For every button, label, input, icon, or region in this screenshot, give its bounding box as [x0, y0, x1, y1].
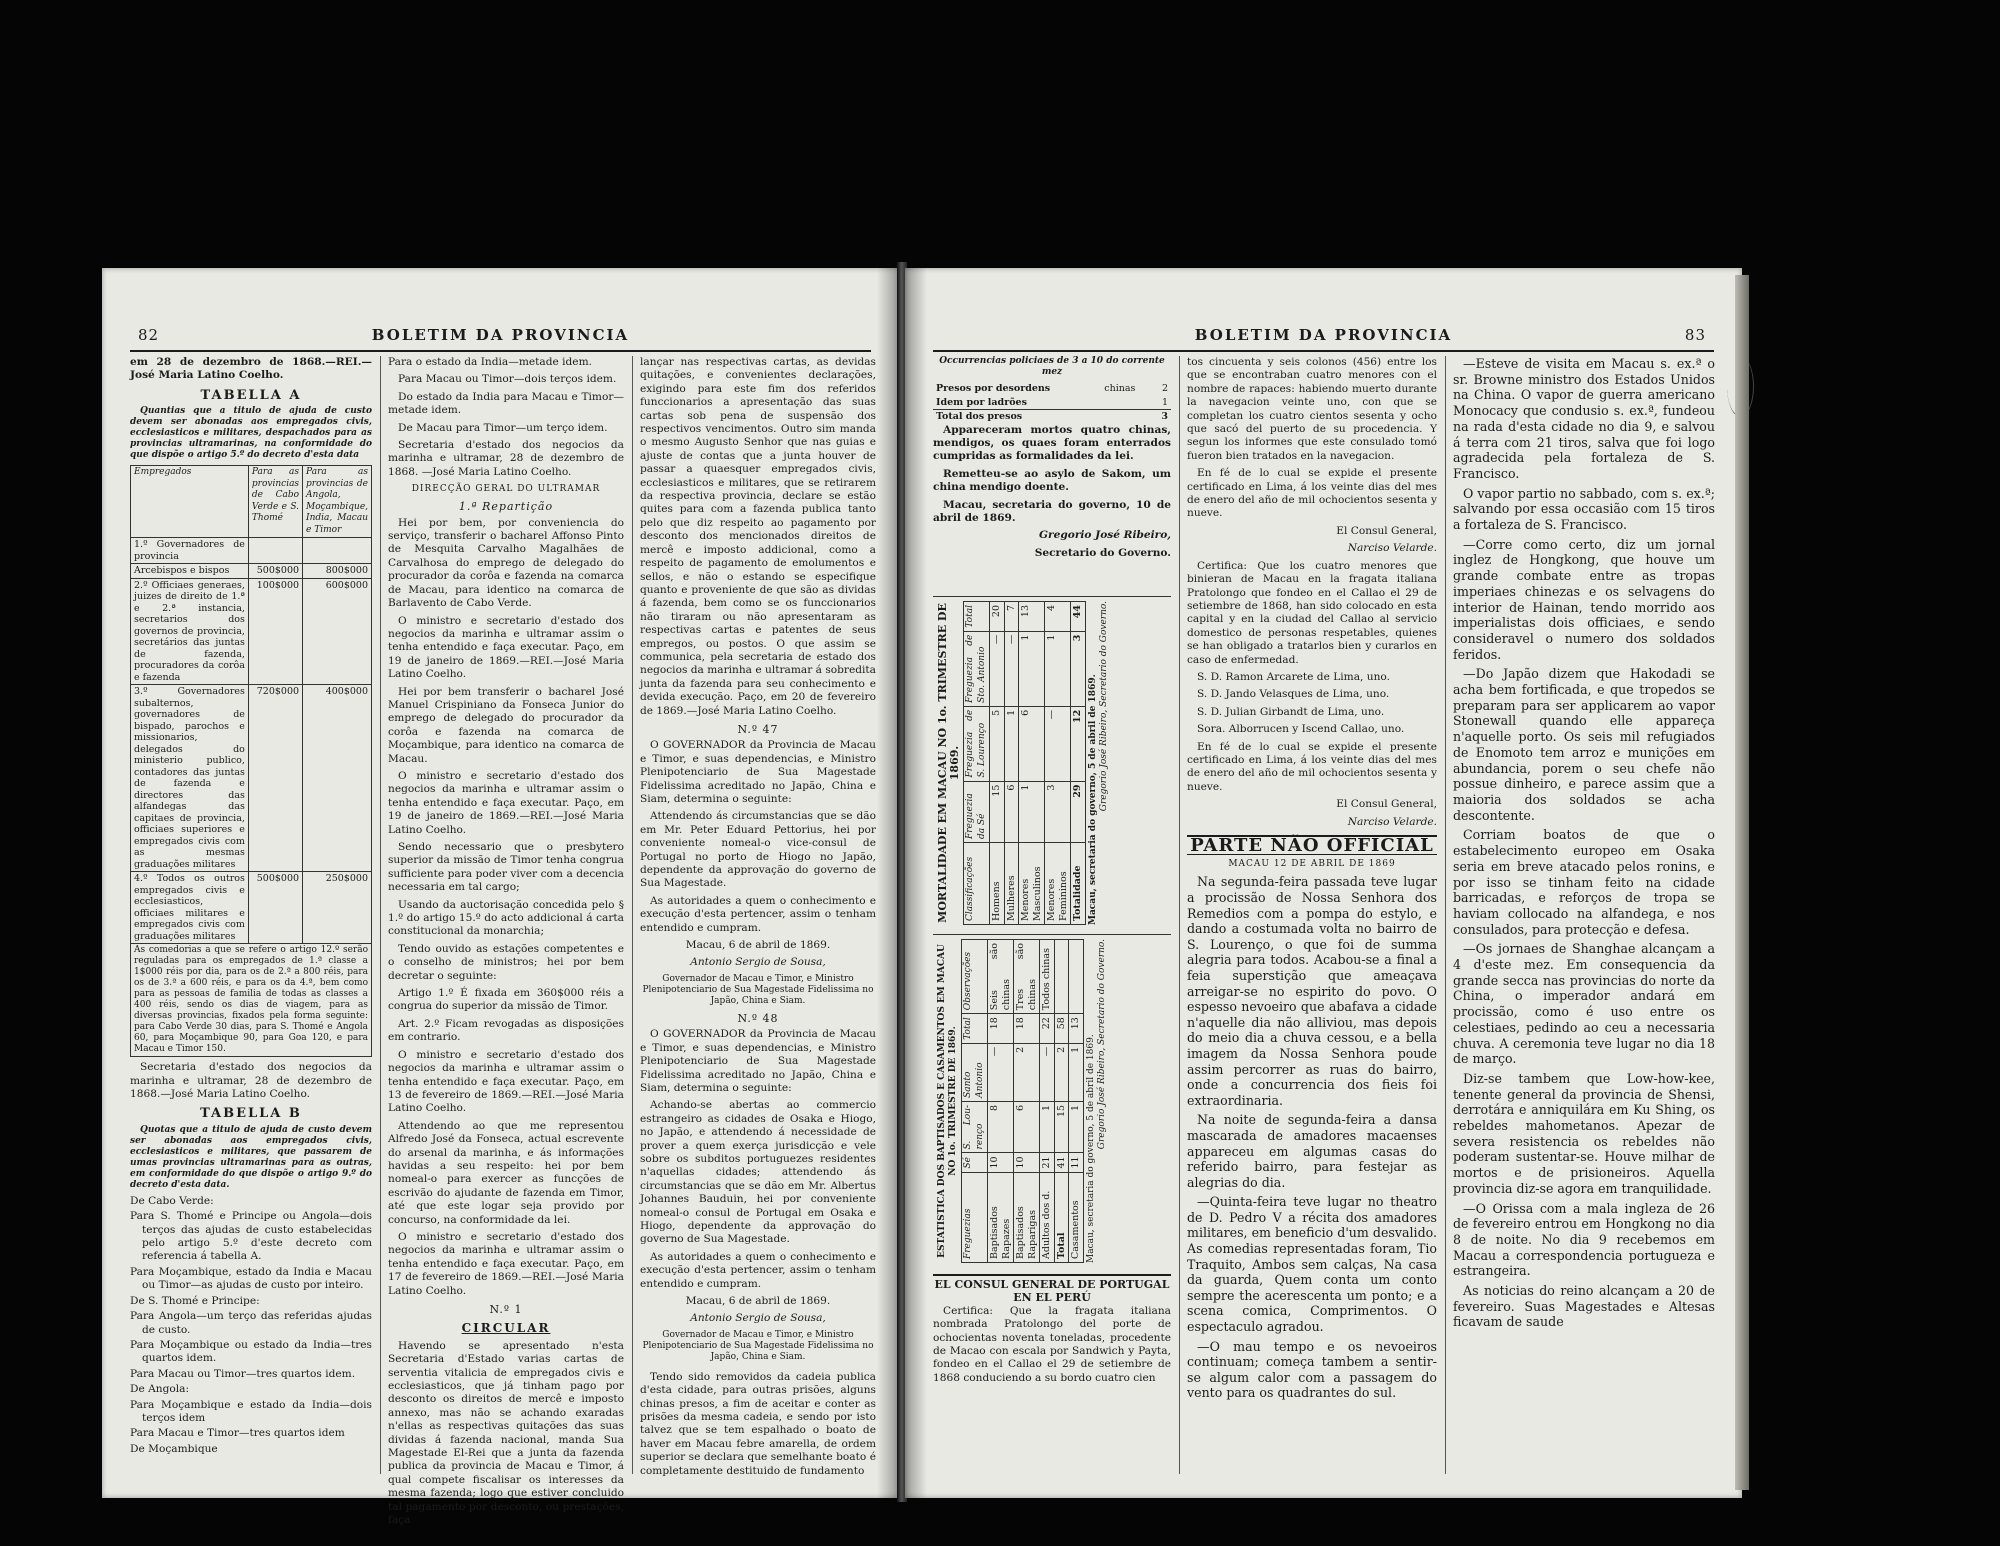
- table-header: Para as provincias de Angola, Moçambique, India, Macau e Timor: [303, 466, 372, 538]
- table-row: [1054, 940, 1069, 1263]
- table-cell: Mulheres: [1004, 842, 1019, 924]
- table-cell: 22: [1040, 1014, 1055, 1044]
- table-cell: Menores Femininos: [1045, 842, 1071, 924]
- column-divider: [632, 356, 633, 1474]
- left-page: [102, 268, 899, 1527]
- paragraph: Para o estado da India—metade idem.: [388, 356, 592, 368]
- table-cell: Total: [1054, 1172, 1069, 1262]
- paragraph: Do estado da India para Macau e Timor—metade idem.: [388, 390, 624, 417]
- table-cell: [1069, 940, 1084, 1014]
- table-header: Classificações: [964, 842, 990, 924]
- table-header: Freguezia da Sé: [964, 781, 990, 842]
- table-cell: 3: [1071, 631, 1086, 706]
- column-1: [130, 356, 372, 1476]
- signature-title: Secretario do Governo.: [1034, 546, 1171, 559]
- table-row: [131, 685, 372, 872]
- signature-name: Antonio Sergio de Sousa,: [690, 956, 826, 969]
- table-cell: 1: [1019, 631, 1045, 706]
- page-number: 82: [138, 326, 160, 344]
- table-cell: 2: [1054, 1043, 1069, 1101]
- header-rule: [933, 350, 1714, 352]
- baptisms-table: [961, 939, 1084, 1263]
- list-item: Para Moçambique e estado da India—dois terços idem: [130, 1398, 372, 1424]
- table-cell: 10: [1014, 1153, 1040, 1172]
- table-cell: [303, 538, 372, 564]
- section-heading: DIRECÇÃO GERAL DO ULTRAMAR: [411, 484, 601, 495]
- table-cell: 250$000: [303, 872, 372, 944]
- table-row: [933, 382, 1171, 396]
- mortality-rotated: [937, 601, 1110, 925]
- table-cell: 7: [1004, 602, 1019, 632]
- header-rule: [130, 350, 871, 352]
- page-title: BOLETIM DA PROVINCIA: [1194, 326, 1453, 344]
- paragraph: O GOVERNADOR da Provincia de Macau e Timor, e suas dependencias, e Ministro Plenipotenciario de Sua Magestade Fidelissima acreditado no Japão, China e Siam, determina o seguinte:: [640, 1028, 876, 1094]
- paragraph: Havendo se apresentado n'esta Secretaria d'Estado varias cartas de serventia vitalicia de empregados civis e ecclesiasticos, que já tinham pago por desconto os direitos de mercê e imposto annexo, mas não se achando exaradas n'ellas as respectivas quitações das suas dividas á fazenda nacional, manda Sua Magestade El-Rei que a junta da fazenda publica da provincia de Macau e Timor, á qual compete fiscalisar os interesses da mesma fazenda; logo que estiver concluido tal pagamento por desconto, ou prestações, faça: [388, 1339, 624, 1527]
- table-cell: 1: [1069, 1101, 1084, 1153]
- table-cell: 1: [1040, 1101, 1055, 1153]
- list-item: De Cabo Verde:: [130, 1194, 214, 1207]
- table-row: [1045, 602, 1071, 925]
- mortality-table: [963, 601, 1086, 925]
- news-paragraph: —Do Japão dizem que Hakodadi se acha bem fortificada, e que tropedos se preparam para ser applicarem ao vapor Stonewall quando elle appareça n'aquelle porto. Os seis mil refugiados de Enomoto tem arroz e munições em abundancia, porem o seu chefe não possue dinheiro, e parece assim que a maioria dos soldados se acha descontente.: [1453, 666, 1715, 823]
- table-header: Para as provincias de Cabo Verde e S. Thomé: [248, 466, 302, 538]
- table-cell: 18: [988, 1014, 1014, 1044]
- table-row: [1004, 602, 1019, 925]
- table-cell: [1054, 940, 1069, 1014]
- list-item: Para Moçambique ou estado da India—tres quartos idem.: [130, 1338, 372, 1365]
- mortality-signature: Gregorio José Ribeiro, Secretario do Governo.: [1098, 601, 1109, 812]
- mortality-footer: Macau, secretaria do governo, 5 de abril de 1869.: [1087, 674, 1098, 925]
- table-cell: 29: [1071, 781, 1086, 842]
- table-cell: 13: [1019, 602, 1045, 632]
- baptisms-signature: Gregorio José Ribeiro, Secretario do Governo.: [1096, 939, 1107, 1150]
- date-line: Macau, 6 de abril de 1869.: [685, 1295, 831, 1307]
- paragraph: O ministro e secretario d'estado dos negocios da marinha e ultramar assim o tenha entendido e faça executar. Paço, em 19 de janeiro de 1869.—REI.—José Maria Latino Coelho.: [388, 614, 624, 681]
- table-cell: 1: [1161, 396, 1168, 408]
- table-cell: Adultos dos d.: [1040, 1172, 1055, 1262]
- paragraph: O ministro e secretario d'estado dos negocios da marinha e ultramar assim o tenha entendido e faça executar. Paço, em 13 de fevereiro de 1869.—REI.—José Maria Latino Coelho.: [388, 1048, 624, 1115]
- table-cell: Total dos presos: [933, 410, 1153, 424]
- tabella-b-caption: Quotas que a titulo de ajuda de custo devem ser abonadas aos empregados civis, ecclesiasticos e militares, que passarem de umas provincias ultramarinas para as outras, em conformidade do que dispõe o artigo 9.º do decreto d'esta data.: [130, 1124, 372, 1190]
- table-cell: 800$000: [303, 564, 372, 579]
- table-cell: 6: [1014, 1101, 1040, 1153]
- table-cell: 600$000: [303, 578, 372, 685]
- date-line: Macau, 6 de abril de 1869.: [685, 939, 831, 952]
- table-cell: 1: [1004, 706, 1019, 781]
- list-item: Para Macau ou Timor—tres quartos idem.: [130, 1367, 356, 1380]
- paragraph: O GOVERNADOR da Provincia de Macau e Timor, e suas dependencias, e Ministro Plenipotenciario de Sua Magestade Fidelissima acreditado no Japão, China e Siam, determina o seguinte:: [640, 739, 876, 805]
- table-row: [1019, 602, 1045, 925]
- list-item: Sora. Alborrucen y Iscend Callao, uno.: [1197, 723, 1405, 736]
- table-cell: 15: [990, 781, 1005, 842]
- table-cell: —: [1045, 706, 1071, 781]
- mortality-title: MORTALIDADE EM MACAU NO 1o. TRIMESTRE DE 1869.: [936, 603, 961, 923]
- column-3: [640, 356, 876, 1476]
- page-title: BOLETIM DA PROVINCIA: [371, 326, 630, 344]
- signature-title: Governador de Macau e Timor, e Ministro Plenipotenciario de Sua Magestade Fidelissima no Japão, China e Siam.: [642, 1329, 874, 1362]
- table-row: [1069, 940, 1084, 1263]
- table-cell: 15: [1054, 1101, 1069, 1153]
- table-cell: 8: [988, 1101, 1014, 1153]
- table-row: [131, 564, 372, 579]
- paragraph: Attendendo ao que me representou Alfredo José da Fonseca, actual escrevente do arsenal da marinha, e ás informações havidas a seu respeito: hei por bem nomeal-o para exercer as funcções de escrivão do ajudante de fazenda em Timor, até que este logar seja provido por concurso, na conformidade da lei.: [388, 1119, 624, 1226]
- news-paragraph: Corriam boatos de que o estabelecimento europeo em Osaka seria em breve atacado pelos ronins, e por isso se tinham feito na cidade barricadas, e reforços de tropa se haviam collocado na alfandega, e nos consulados, para protecção e defesa.: [1453, 827, 1715, 937]
- paragraph: En fé de lo cual se expide el presente certificado en Lima, á los veinte dias del mes de enero del año de mil ochocientos sesenta y nueve.: [1187, 740, 1437, 793]
- table-row: [988, 940, 1014, 1263]
- list-item: Para Moçambique, estado da India e Macau ou Timor—as ajudas de custo por inteiro.: [130, 1265, 372, 1292]
- document-number: N.º 47: [737, 722, 779, 736]
- paragraph: Appareceram mortos quatro chinas, mendigos, os quaes foram enterrados cumpridas as formalidades da lei.: [933, 423, 1171, 463]
- table-row: [131, 944, 372, 1057]
- occurrences-title: Occurrencias policiaes de 3 a 10 do corrente mez: [939, 356, 1165, 377]
- table-cell: 4.º Todos os outros empregados civis e ecclesiasticos, officiaes militares e empregados civis com graduações militares: [131, 872, 249, 944]
- table-cell: [248, 538, 302, 564]
- table-row: [933, 410, 1171, 424]
- paragraph: tos cincuenta y seis colonos (456) entre los que se encontraban cuatro menores con el nombre de rapaces: habiendo muerto durante la navegacion veinte uno, con que se completan los cuatro cientos sesenta y ocho que sacó del puerto de su procedencia. Y segun los informes que este consulado tomó fueron bien tratados en la navegacion.: [1187, 356, 1437, 462]
- table-cell: Casamentos: [1069, 1172, 1084, 1262]
- tabella-a-title: TABELLA A: [200, 387, 302, 403]
- news-paragraph: Na segunda-feira passada teve lugar a procissão de Nossa Senhora dos Remedios com a pompa do estylo, e dando a costumada volta no bairro de S. Lourenço, o que foi de summa alegria para todos. Acabou-se a final a feia superstição que ameaçava arreigar-se no espirito do povo. O espesso nevoeiro que abafava a cidade n'aquelle dia não alliviou, mas depois do meio dia a chuva cessou, e a bella imagem da Nossa Senhora poude assim percorrer as ruas do bairro, onde a concurrencia dos fieis foi extraordinaria.: [1187, 874, 1437, 1108]
- circular-heading: CIRCULAR: [461, 1321, 551, 1336]
- page-header: [941, 326, 1706, 350]
- table-row: [131, 538, 372, 564]
- list-item: Para Macau e Timor—tres quartos idem: [130, 1427, 345, 1440]
- table-header: Freguezia de Sto. Antonio: [964, 631, 990, 706]
- table-cell: 1: [1069, 1043, 1084, 1101]
- column-divider: [380, 356, 381, 1474]
- table-cell: 400$000: [303, 685, 372, 872]
- table-header: Total: [962, 1014, 988, 1044]
- table-cell: Tres são chinas: [1014, 940, 1040, 1014]
- table-header: Sé: [962, 1153, 988, 1172]
- paragraph: Artigo 1.º É fixada em 360$000 réis a congrua do superior da missão de Timor.: [388, 987, 624, 1013]
- news-paragraph: —Quinta-feira teve lugar no theatro de D. Pedro V a récita dos amadores militares, em beneficio d'um desvalido. As comedias representadas foram, Tio Traquito, Ambos sem calças, Na casa da guarda, Quem conta um conto sempre the acerescenta um ponto; e a scena comica, Comprimentos. O espectaculo agradou.: [1187, 1194, 1437, 1335]
- paragraph: As autoridades a quem o conhecimento e execução d'esta pertencer, assim o tenham entendido e cumpram.: [640, 1250, 876, 1290]
- signature-name: Narciso Velarde.: [1347, 542, 1437, 555]
- paragraph: Achando-se abertas ao commercio estrangeiro as cidades de Osaka e Hiogo, no Japão, e attendendo á necessidade de prover a quem exerça jurisdicção e vele sobre os subditos portuguezes residentes n'aquellas cidades; attendendo ás circumstancias que se dão em Mr. Albertus Johannes Bauduin, hei por conveniente nomeal-o consul de Portugal em Osaka e Hiogo, dependente da approvação do governo de Sua Magestade.: [640, 1099, 876, 1246]
- table-cell: 41: [1054, 1153, 1069, 1172]
- news-paragraph: —Os jornaes de Shanghae alcançam a 4 d'este mez. Em consequencia da grande secca nas provincias do norte da China, o imperador andará em procissão, como é uso entre os celestiaes, pedindo ao ceu a necessaria chuva. A ceremonia teve lugar no dia 18 de março.: [1453, 941, 1715, 1067]
- table-cell: 5: [990, 706, 1005, 781]
- signature-title: El Consul General,: [1336, 524, 1437, 537]
- paragraph: lançar nas respectivas cartas, as devidas quitações, e convenientes declarações, exigindo para este fim dos referidos funccionarios a apresentação das suas cartas sob pena de suspensão dos respectivos vencimentos. Outro sim manda o mesmo Augusto Senhor que nas guias e ajuste de contas que a junta houver de passar a quaesquer empregados civis, ecclesiasticos e militares, que se retirarem da respectiva provincia, declare se estão quites para com a fazenda publica tanto pelo que diz respeito ao pagamento por desconto dos mencionados direitos de mercê e imposto addicional, como a respeito de pagamento de emolumentos e sellos, e não o estando se especifique quanto e proveniente de que são as dividas á fazenda, bem como se os funccionarios não tiraram ou não apresentaram as respectivas cartas e patentes de seus empregos, ou postos. O que assim se communica, pela secretaria de estado dos negocios da marinha e ultramar á sobredita junta da fazenda para seu conhecimento e devida execução. Paço, em 20 de fevereiro de 1869.—José Maria Latino Coelho.: [640, 356, 876, 717]
- table-header: Freguezias: [962, 1172, 988, 1262]
- column-1: [933, 356, 1171, 1476]
- paragraph: Certifica: Que la fragata italiana nombrada Pratolongo del porte de ochocientas noventa toneladas, procedente de Macao con escala por Sandwich y Payta, fondeo en el Callao el 29 de setiembre de 1868 conduciendo a su bordo cuatro cien: [933, 1304, 1171, 1384]
- signature-title: Governador de Macau e Timor, e Ministro Plenipotenciario de Sua Magestade Fidelissima no Japão, China e Siam.: [642, 973, 874, 1006]
- table-cell: 2.º Officiaes generaes, juizes de direito de 1.ª e 2.ª instancia, secretarios dos governos de provincia, secretários das juntas de fazenda, procuradores da corôa e fazenda: [131, 578, 249, 685]
- column-divider: [1179, 356, 1180, 1474]
- news-paragraph: O vapor partio no sabbado, com s. ex.ª; salvando por essa occasião com 15 tiros a fortaleza de S. Francisco.: [1453, 485, 1715, 533]
- table-cell: 13: [1069, 1014, 1084, 1044]
- news-paragraph: —Esteve de visita em Macau s. ex.ª o sr. Browne ministro dos Estados Unidos na China. O vapor de guerra americano Monocacy que condusio s. ex.ª, fundeou na rada d'esta cidade no dia 9, e salvou á terra com 21 tiros, salva que foi logo agradecida pela fortaleza de S. Francisco.: [1453, 356, 1715, 481]
- tabella-a-table: [130, 465, 372, 1057]
- paragraph: Certifica: Que los cuatro menores que binieran de Macau en la fragata italiana Pratolongo que fondeo en el Callao el 29 de setiembre de 1868, han sido colocado en esta capital y en la ciudad del Callao al servicio domestico de personas respetables, quienes se han obligado a tratarlos bien y curarlos en caso de enfermedad.: [1187, 559, 1437, 666]
- paragraph: Tendo ouvido as estações competentes e o conselho de ministros; hei por bem decretar o seguinte:: [388, 942, 624, 982]
- table-cell: Arcebispos e bispos: [131, 564, 249, 579]
- table-cell: —: [1004, 631, 1019, 706]
- baptisms-title: ESTATISTICA DOS BAPTISADOS E CASAMENTOS EM MACAU NO 1o. TRIMESTRE DE 1869.: [937, 944, 958, 1258]
- paragraph: En fé de lo cual se expide el presente certificado en Lima, á los veinte dias del mes de enero del año de mil ochocientos sesenta y nueve.: [1187, 467, 1437, 520]
- signature-name: Antonio Sergio de Sousa,: [690, 1312, 826, 1325]
- table-row: [131, 872, 372, 944]
- table-cell: Presos por desordens: [936, 383, 1051, 394]
- table-cell: Baptisados Rapazes: [988, 1172, 1014, 1262]
- document-number: N.º 48: [737, 1011, 779, 1025]
- news-paragraph: —O Orissa com a mala ingleza de 26 de fevereiro entrou em Hongkong no dia 8 de noite. No dia 9 recebemos em Macau a correspondencia portugueza e estrangeira.: [1453, 1200, 1715, 1279]
- paragraph: O ministro e secretario d'estado dos negocios da marinha e ultramar assim o tenha entendido e faça executar. Paço, em 19 de janeiro de 1869.—REI.—José Maria Latino Coelho.: [388, 769, 624, 836]
- date-line: Macau, secretaria do governo, 10 de abril de 1869.: [933, 498, 1171, 524]
- table-cell: —: [990, 631, 1005, 706]
- table-header: Empregados: [131, 466, 249, 538]
- table-cell: 44: [1071, 602, 1086, 632]
- baptisms-rotated: [937, 939, 1108, 1263]
- table-cell: 3: [1153, 410, 1171, 424]
- table-cell: 4: [1045, 602, 1071, 632]
- news-paragraph: —Corre como certo, diz um jornal inglez de Hongkong, que houve um grande combate entre as tropas imperiaes chinezas e os selvagens do interior de Hainan, tendo morrido aos imperialistas dois officiaes, e sendo consideravel o numero dos soldados feridos.: [1453, 536, 1715, 662]
- paragraph: Tendo sido removidos da cadeia publica d'esta cidade, para outras prisões, alguns chinas presos, a fim de aceitar e conter as prisões da mesma cadeia, e sendo por isto talvez que se tem espalhado o boato de haver em Macau febre amarella, de ordem superior se declara que semelhante boato é completamente destituido de fundamento: [640, 1370, 876, 1477]
- list-item: De S. Thomé e Principe:: [130, 1294, 260, 1307]
- signature-name: Narciso Velarde.: [1347, 815, 1437, 828]
- column-divider: [1445, 356, 1446, 1474]
- table-cell: 1: [1019, 781, 1045, 842]
- table-cell: chinas: [1104, 383, 1136, 394]
- paragraph: Remetteu-se ao asylo de Sakom, um china mendigo doente.: [933, 467, 1171, 494]
- table-cell: 1.º Governadores de provincia: [131, 538, 249, 564]
- table-cell: 720$000: [248, 685, 302, 872]
- table-cell: 12: [1071, 706, 1086, 781]
- table-cell: —: [1040, 1043, 1055, 1101]
- page-edge: [1735, 275, 1749, 1490]
- table-cell: Baptisados Raparigas: [1014, 1172, 1040, 1262]
- table-cell: 18: [1014, 1014, 1040, 1044]
- table-cell: —: [988, 1043, 1014, 1101]
- table-cell: 6: [1019, 706, 1045, 781]
- table-note: As comedorias a que se refere o artigo 12.º serão reguladas para os empregados de 1.ª classe a 1$000 réis por dia, para os de 2.ª a 800 réis, para os de 3.ª a 600 réis, e para os da 4.ª, bem como para as pessoas de familia de todas as classes a 400 réis, sendo os dias de viagem, para as diversas provincias, fixados pela forma seguinte: para Cabo Verde 30 dias, para S. Thomé e Angola 60, para Moçambique 90, para Goa 120, e para Macau e Timor 150.: [131, 944, 372, 1057]
- column-2: [388, 356, 624, 1527]
- tabella-b-title: TABELLA B: [200, 1106, 302, 1122]
- news-paragraph: As noticias do reino alcançam a 20 de fevereiro. Suas Magestades e Altesas ficavam de saude: [1453, 1283, 1715, 1330]
- list-item: De Angola:: [130, 1383, 190, 1396]
- list-item: Para Angola—um terço das referidas ajudas de custo.: [130, 1310, 372, 1336]
- table-cell: 6: [1004, 781, 1019, 842]
- table-cell: Homens: [990, 842, 1005, 924]
- tabella-a-caption: Quantias que a titulo de ajuda de custo devem ser abonadas aos empregados civis, ecclesiasticos e militares, despachados para as provincias ultramarinas, na conformidade do que dispõe o artigo 5.º do decreto d'esta data: [130, 406, 372, 461]
- table-cell: 20: [990, 602, 1005, 632]
- paragraph: Usando da auctorisação concedida pelo § 1.º do artigo 15.º do acto addicional á carta constitucional da monarchia;: [388, 898, 624, 938]
- table-header: Total: [964, 602, 990, 632]
- signature-name: Gregorio José Ribeiro,: [1038, 529, 1171, 542]
- table-header: Observações: [962, 940, 988, 1014]
- table-cell: 10: [988, 1153, 1014, 1172]
- table-row: [1071, 602, 1086, 925]
- list-item: De Moçambique: [130, 1442, 218, 1455]
- column-3: [1453, 356, 1715, 1476]
- section-title: PARTE NÃO OFFICIAL: [1187, 835, 1437, 855]
- mortality-table-block: [933, 596, 1171, 927]
- table-header: S. Lou- renço: [962, 1101, 988, 1153]
- table-row: [131, 578, 372, 685]
- news-paragraph: Na noite de segunda-feira a dansa mascarada de amadores macaenses appareceu em algumas casas do referido bairro, para festejar as alegrias do dia.: [1187, 1112, 1437, 1190]
- news-paragraph: Diz-se tambem que Low-how-kee, tenente general da provincia de Shensi, derrotára e anniquilára em Ku Shing, os rebeldes mahometanos. Apezar de severa resistencia os rebeldes não poderam sustentar-se. Houve milhar de mortos e de prisioneiros. Aquella provincia diz-se agora em tranquilidade.: [1453, 1070, 1715, 1196]
- occurrences-table: [933, 382, 1171, 424]
- table-row: [990, 602, 1005, 925]
- table-cell: 2: [1161, 383, 1168, 394]
- section-subheading: 1.ª Repartição: [458, 500, 554, 514]
- table-row: [933, 396, 1171, 410]
- paragraph: Para Macau ou Timor—dois terços idem.: [398, 373, 617, 386]
- table-cell: 500$000: [248, 872, 302, 944]
- list-item: S. D. Jando Velasques de Lima, uno.: [1197, 688, 1390, 701]
- document-number: N.º 1: [489, 1303, 523, 1316]
- paragraph: Hei por bem, por conveniencia do serviço, transferir o bacharel Affonso Pinto de Mesquita Carvalho Magalhães de Carvalhosa do emprego de delegado do procurador da corôa e fazenda na comarca de Macau, para identico na comarca de Barlavento de Cabo Verde.: [388, 516, 624, 610]
- right-page: [905, 268, 1742, 1498]
- list-item: S. D. Ramon Arcarete de Lima, uno.: [1197, 670, 1390, 683]
- table-cell: 100$000: [248, 578, 302, 685]
- gutter-shadow: [905, 268, 927, 1498]
- table-cell: [1101, 396, 1153, 410]
- news-paragraph: —O mau tempo e os nevoeiros continuam; começa tambem a sentir-se algum calor com a passagem do vento para os quadrantes do sul.: [1187, 1338, 1437, 1401]
- table-cell: Idem por ladrões: [936, 396, 1027, 408]
- baptisms-table-block: [933, 934, 1171, 1265]
- column-2: [1187, 356, 1437, 1476]
- table-cell: Seis são chinas: [988, 940, 1014, 1014]
- gutter-shadow: [877, 268, 899, 1498]
- signature-title: El Consul General,: [1336, 798, 1437, 811]
- table-cell: 3: [1045, 781, 1071, 842]
- tabella-b-list: [130, 1195, 372, 1456]
- dateline: MACAU 12 DE ABRIL DE 1869: [1228, 859, 1396, 870]
- table-row: [1040, 940, 1055, 1263]
- paragraph: De Macau para Timor—um terço idem.: [398, 421, 608, 434]
- paragraph: Art. 2.º Ficam revogadas as disposições em contrario.: [388, 1017, 624, 1044]
- table-cell: 3.º Governadores subalternos, governadores de bispado, parochos e missionarios, delegados do ministerio publico, contadores das juntas de fazenda e directores das alfandegas das capitaes de provincia, officiaes superiores e empregados civis com as mesmas graduações militares: [131, 685, 249, 872]
- table-cell: 1: [1045, 631, 1071, 706]
- signature-text: Secretaria d'estado dos negocios da marinha e ultramar, 28 de dezembro de 1868. —José Maria Latino Coelho.: [388, 439, 624, 478]
- page-number: 83: [1684, 326, 1706, 344]
- table-cell: 2: [1014, 1043, 1040, 1101]
- table-cell: Todos chinas: [1040, 940, 1055, 1014]
- table-header: Santo Antonio: [962, 1043, 988, 1101]
- baptisms-footer: Macau, secretaria do governo, 5 de abril de 1869.: [1085, 1034, 1096, 1263]
- paragraph: Attendendo ás circumstancias que se dão em Mr. Peter Eduard Pettorius, hei por conveniente nomeal-o vice-consul de Portugal no porto de Hiogo no Japão, dependente da approvação do governo de Sua Magestade.: [640, 810, 876, 890]
- paragraph: Hei por bem transferir o bacharel José Manuel Crispiniano da Fonseca Junior do emprego de delegado do procurador da corôa e fazenda na comarca de Moçambique, para identico na comarca de Macau.: [388, 685, 624, 765]
- paragraph: O ministro e secretario d'estado dos negocios da marinha e ultramar assim o tenha entendido e faça executar. Paço, em 17 de fevereiro de 1869.—REI.—José Maria Latino Coelho.: [388, 1230, 624, 1297]
- table-cell: 500$000: [248, 564, 302, 579]
- consul-block: [933, 1274, 1171, 1389]
- table-cell: 58: [1054, 1014, 1069, 1044]
- table-cell: Menores Masculinos: [1019, 842, 1045, 924]
- consul-title: EL CONSUL GENERAL DE PORTUGAL EN EL PERÚ: [933, 1274, 1171, 1305]
- paragraph: As autoridades a quem o conhecimento e execução d'esta pertencer, assim o tenham entendido e cumpram.: [640, 894, 876, 934]
- table-row: [1014, 940, 1040, 1263]
- intro-text: em 28 de dezembro de 1868.—REI.— José Maria Latino Coelho.: [130, 356, 372, 382]
- paragraph: Sendo necessario que o presbytero superior da missão de Timor tenha congrua sufficiente para poder viver com a decencia necessaria em tal cargo;: [388, 841, 624, 894]
- signature-text: Secretaria d'estado dos negocios da marinha e ultramar, 28 de dezembro de 1868.—José Maria Latino Coelho.: [130, 1061, 372, 1101]
- table-header: Freguezia de S. Lourenço: [964, 706, 990, 781]
- table-cell: 21: [1040, 1153, 1055, 1172]
- table-cell: Totalidade: [1071, 842, 1086, 924]
- page-header: [138, 326, 863, 350]
- list-item: S. D. Julian Girbandt de Lima, uno.: [1197, 705, 1385, 718]
- table-cell: 11: [1069, 1153, 1084, 1172]
- list-item: Para S. Thomé e Principe ou Angola—dois terços das ajudas de custo estabelecidas pelo artigo 5.º d'este decreto com referencia á tabella A.: [130, 1210, 372, 1263]
